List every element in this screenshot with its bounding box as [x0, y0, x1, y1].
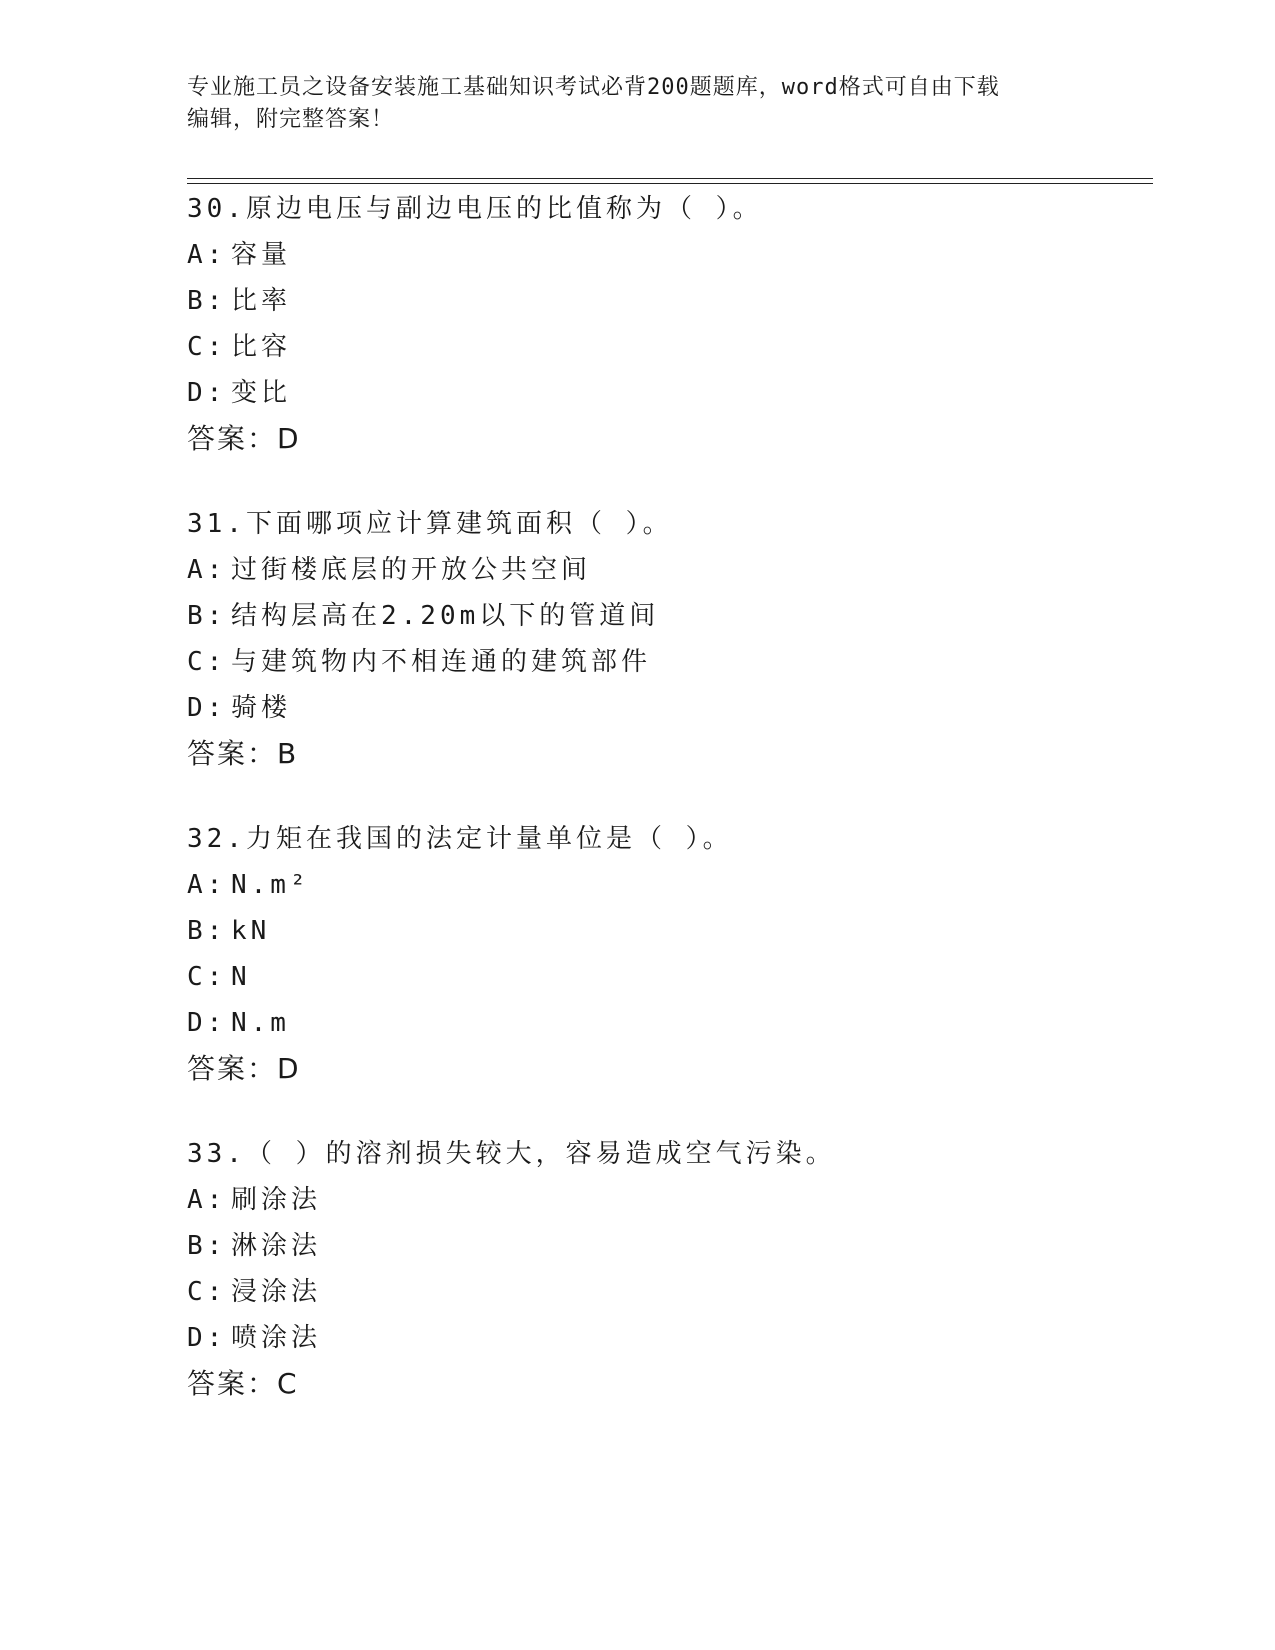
option-c — [187, 1269, 1147, 1315]
option-c — [187, 639, 1147, 685]
option-letter: B: — [187, 286, 227, 316]
option-text: 刷涂法 — [231, 1185, 322, 1215]
option-b — [187, 908, 1147, 954]
option-text: N.m — [231, 1008, 290, 1038]
option-text: 比容 — [231, 332, 292, 362]
option-letter: A: — [187, 870, 227, 900]
option-d — [187, 1315, 1147, 1361]
option-c — [187, 954, 1147, 1000]
question-stem: 33.（ ）的溶剂损失较大，容易造成空气污染。 — [187, 1139, 836, 1169]
option-letter: C: — [187, 962, 227, 992]
header-line-1: 专业施工员之设备安装施工基础知识考试必背200题题库，word格式可自由下载 — [187, 75, 1000, 100]
answer-line: 答案：D — [187, 1052, 301, 1085]
option-letter: B: — [187, 1231, 227, 1261]
option-text: N.m² — [231, 870, 310, 900]
option-a — [187, 1177, 1147, 1223]
option-a — [187, 232, 1147, 278]
question-stem: 31.下面哪项应计算建筑面积（ ）。 — [187, 509, 673, 539]
answer-line: 答案：B — [187, 737, 299, 770]
option-b — [187, 593, 1147, 639]
option-letter: C: — [187, 332, 227, 362]
option-a — [187, 862, 1147, 908]
option-d — [187, 1000, 1147, 1046]
option-text: 过街楼底层的开放公共空间 — [231, 555, 592, 585]
option-d — [187, 685, 1147, 731]
option-text: 浸涂法 — [231, 1277, 322, 1307]
option-b — [187, 278, 1147, 324]
header-line-2: 编辑，附完整答案！ — [187, 107, 395, 132]
answer-line: 答案：C — [187, 1367, 299, 1400]
question-stem: 32.力矩在我国的法定计量单位是（ ）。 — [187, 824, 733, 854]
question-31 — [187, 501, 1147, 777]
option-letter: A: — [187, 1185, 227, 1215]
option-text: kN — [231, 916, 271, 946]
option-c — [187, 324, 1147, 370]
option-text: 结构层高在2.20m以下的管道间 — [231, 601, 660, 631]
header-divider-bottom — [187, 183, 1153, 184]
header-divider-top — [187, 178, 1153, 179]
option-letter: A: — [187, 240, 227, 270]
question-32 — [187, 816, 1147, 1092]
option-text: 比率 — [231, 286, 292, 316]
option-letter: B: — [187, 601, 227, 631]
option-letter: D: — [187, 1323, 227, 1353]
option-text: 容量 — [231, 240, 292, 270]
option-letter: A: — [187, 555, 227, 585]
document-header — [187, 72, 1087, 136]
option-letter: D: — [187, 693, 227, 723]
option-text: 喷涂法 — [231, 1323, 322, 1353]
option-letter: C: — [187, 1277, 227, 1307]
option-letter: D: — [187, 1008, 227, 1038]
option-a — [187, 547, 1147, 593]
option-letter: D: — [187, 378, 227, 408]
option-text: 与建筑物内不相连通的建筑部件 — [231, 647, 652, 677]
answer-line: 答案：D — [187, 422, 301, 455]
option-d — [187, 370, 1147, 416]
option-letter: B: — [187, 916, 227, 946]
option-letter: C: — [187, 647, 227, 677]
question-stem: 30.原边电压与副边电压的比值称为（ ）。 — [187, 194, 763, 224]
option-text: 变比 — [231, 378, 292, 408]
option-text: N — [231, 962, 251, 992]
option-b — [187, 1223, 1147, 1269]
question-30 — [187, 186, 1147, 462]
option-text: 骑楼 — [231, 693, 292, 723]
question-33 — [187, 1131, 1147, 1407]
option-text: 淋涂法 — [231, 1231, 322, 1261]
